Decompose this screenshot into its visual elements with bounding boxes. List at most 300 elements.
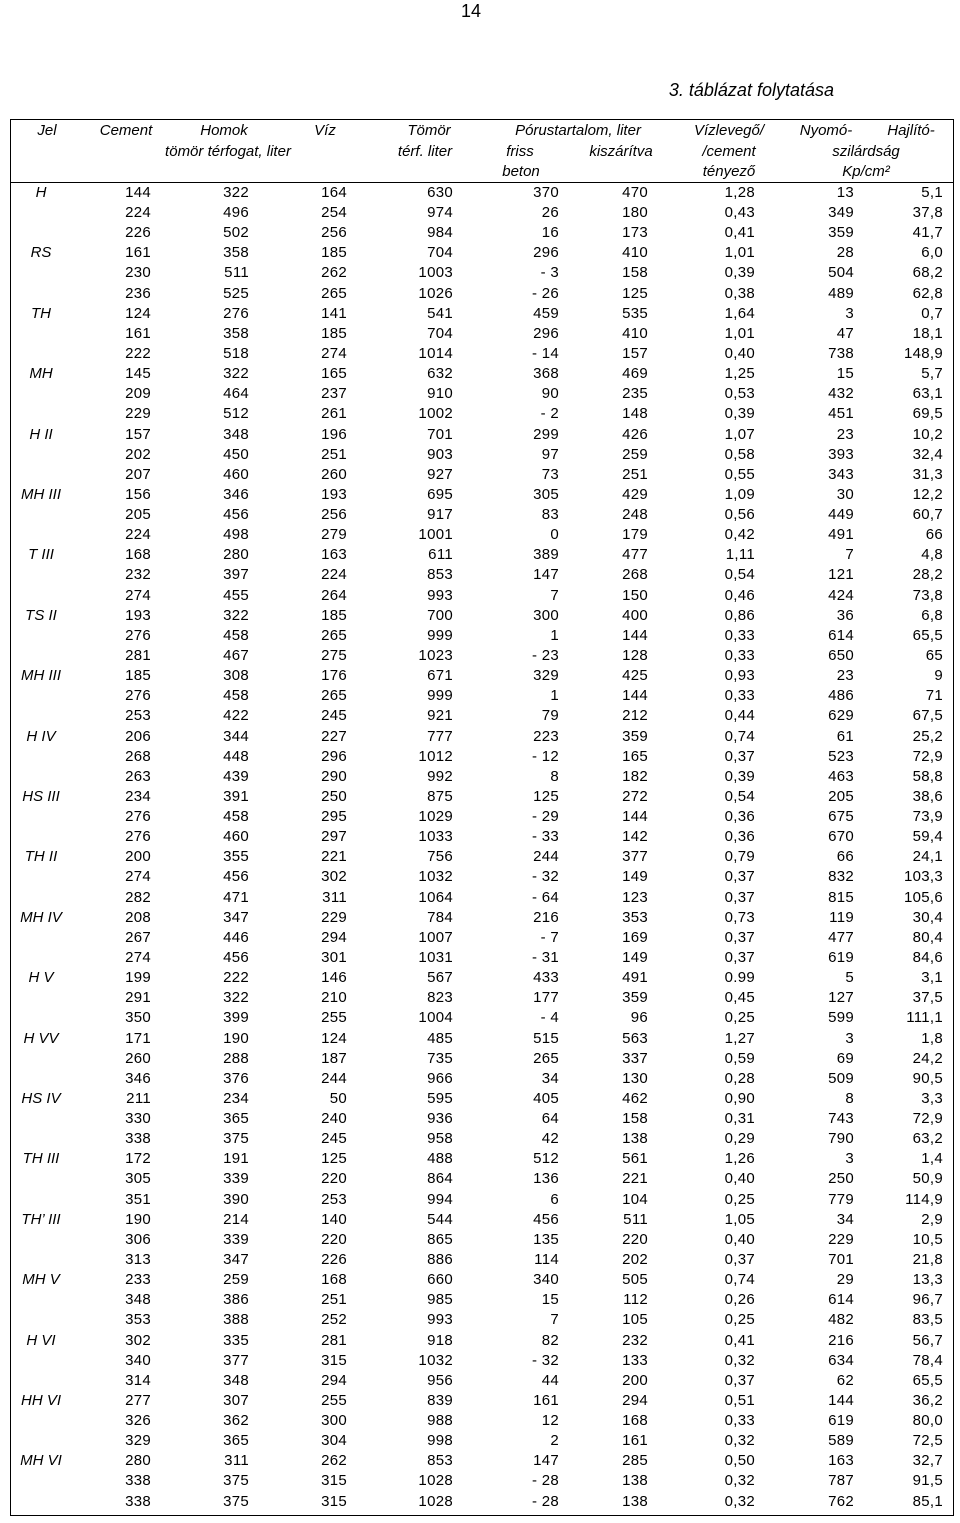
cell-friss: - 7 [540,928,559,946]
cell-friss: 135 [533,1230,559,1248]
cell-friss: 6 [550,1190,559,1208]
cell-hajlito: 28,2 [912,566,943,584]
cell-friss: 459 [533,304,559,322]
cell-vizlevego: 0,38 [724,284,755,302]
cell-tomor: 994 [427,1190,453,1208]
cell-viz: 253 [321,1190,347,1208]
cell-nyomo: 13 [836,184,854,201]
cell-friss: 7 [550,586,559,604]
cell-vizlevego: 1,26 [724,1150,755,1168]
cell-viz: 193 [321,486,347,503]
cell-cement: 224 [125,204,151,222]
cell-homok: 339 [223,1230,249,1248]
cell-tomor: 985 [427,1291,453,1309]
cell-hajlito: 50,9 [912,1170,943,1188]
cell-hajlito: 68,2 [912,264,943,282]
cell-tomor: 784 [427,908,453,926]
cell-viz: 294 [321,928,347,946]
cell-vizlevego: 0,53 [724,385,755,403]
cell-kiszaritva: 377 [622,848,648,866]
cell-friss: - 33 [531,828,559,846]
cell-kiszaritva: 157 [622,344,648,362]
cell-viz: 261 [321,405,347,423]
table-row-group [11,1332,952,1392]
header-tomor-terf: térf. liter [397,143,453,160]
cell-friss: 405 [533,1090,559,1107]
header-szilardsag: szilárdság [832,143,900,160]
cell-hajlito: 96,7 [912,1291,943,1309]
table-row-group [11,1090,952,1150]
table-row-group [11,728,952,788]
cell-hajlito: 62,8 [912,284,943,302]
cell-friss: 368 [533,365,559,383]
cell-homok: 512 [223,405,249,423]
cell-tomor: 695 [427,486,453,503]
cell-tomor: 999 [427,687,453,705]
cell-homok: 347 [223,1250,249,1268]
table-row-group [11,667,952,727]
cell-viz: 226 [321,1250,347,1268]
cell-tomor: 1003 [418,264,453,282]
cell-friss: 340 [533,1271,559,1289]
cell-friss: 136 [533,1170,559,1188]
cell-vizlevego: 0,37 [724,928,755,946]
cell-vizlevego: 0,40 [724,1170,755,1188]
cell-vizlevego: 0,26 [724,1291,755,1309]
cell-vizlevego: 0,25 [724,1009,755,1027]
cell-friss: - 2 [540,405,559,423]
cell-hajlito: 10,5 [912,1230,943,1248]
cell-friss: - 4 [540,1009,559,1027]
cell-viz: 296 [321,747,347,765]
cell-homok: 348 [223,1371,249,1389]
cell-nyomo: 163 [828,1452,854,1470]
cell-viz: 315 [321,1351,347,1369]
cell-viz: 279 [321,526,347,544]
cell-kiszaritva: 248 [622,506,648,524]
cell-homok: 365 [223,1432,249,1450]
cell-hajlito: 65 [925,646,943,664]
cell-vizlevego: 1,28 [724,184,755,201]
header-tomor: Tömör [407,122,451,139]
cell-nyomo: 449 [828,506,854,524]
cell-nyomo: 619 [828,1412,854,1430]
cell-nyomo: 509 [828,1069,854,1087]
cell-vizlevego: 0,32 [724,1351,755,1369]
cell-hajlito: 63,2 [912,1130,943,1148]
cell-homok: 259 [223,1271,249,1289]
cell-hajlito: 0,7 [921,304,943,322]
cell-nyomo: 23 [836,425,854,443]
cell-vizlevego: 0,37 [724,888,755,906]
table-row-group [11,848,952,908]
cell-nyomo: 36 [836,606,854,624]
cell-tomor: 1028 [418,1472,453,1490]
cell-viz: 229 [321,908,347,926]
cell-tomor: 823 [427,989,453,1007]
cell-kiszaritva: 173 [622,224,648,242]
cell-homok: 322 [223,989,249,1007]
cell-kiszaritva: 158 [622,1110,648,1128]
cell-nyomo: 393 [828,445,854,463]
cell-viz: 256 [321,224,347,242]
row-label: MH III [21,667,61,685]
cell-cement: 267 [125,928,151,946]
cell-homok: 450 [223,445,249,463]
cell-vizlevego: 0,44 [724,707,755,725]
cell-kiszaritva: 235 [622,385,648,403]
cell-friss: 433 [533,969,559,987]
cell-cement: 274 [125,586,151,604]
cell-kiszaritva: 161 [622,1432,648,1450]
cell-kiszaritva: 200 [622,1371,648,1389]
cell-friss: 26 [541,204,559,222]
cell-cement: 205 [125,506,151,524]
cell-tomor: 660 [427,1271,453,1289]
cell-homok: 377 [223,1351,249,1369]
cell-homok: 190 [223,1029,249,1047]
cell-cement: 157 [125,425,151,443]
cell-cement: 234 [125,788,151,805]
row-label: H IV [26,727,56,745]
cell-vizlevego: 0,59 [724,1049,755,1067]
cell-homok: 375 [223,1492,249,1510]
cell-cement: 209 [125,385,151,403]
cell-vizlevego: 0,40 [724,344,755,362]
cell-viz: 240 [321,1110,347,1128]
cell-vizlevego: 0,45 [724,989,755,1007]
row-label: MH III [21,486,61,503]
cell-viz: 210 [321,989,347,1007]
cell-tomor: 611 [428,546,453,564]
cell-kiszaritva: 251 [622,465,648,483]
cell-hajlito: 69,5 [912,405,943,423]
cell-hajlito: 3,1 [921,969,943,987]
cell-kiszaritva: 158 [622,264,648,282]
cell-homok: 511 [224,264,249,282]
cell-viz: 265 [321,626,347,644]
cell-vizlevego: 0,41 [724,224,755,242]
cell-homok: 460 [223,465,249,483]
cell-nyomo: 504 [828,264,854,282]
cell-tomor: 1014 [418,344,453,362]
cell-tomor: 1007 [418,928,453,946]
cell-cement: 207 [125,465,151,483]
cell-viz: 251 [321,1291,347,1309]
cell-viz: 164 [321,184,347,201]
cell-cement: 280 [125,1452,151,1470]
cell-cement: 338 [125,1492,151,1510]
cell-viz: 245 [321,707,347,725]
cell-cement: 274 [125,868,151,886]
cell-vizlevego: 1,25 [724,365,755,383]
cell-cement: 193 [125,606,151,624]
cell-viz: 262 [321,1452,347,1470]
cell-viz: 187 [321,1049,347,1067]
cell-cement: 144 [125,184,151,201]
header-jel: Jel [37,122,57,139]
cell-vizlevego: 0,42 [724,526,755,544]
cell-hajlito: 38,6 [912,788,943,805]
cell-friss: 512 [533,1150,559,1168]
cell-nyomo: 670 [828,828,854,846]
cell-kiszaritva: 112 [623,1291,648,1309]
cell-tomor: 541 [427,304,453,322]
cell-friss: 90 [541,385,559,403]
cell-kiszaritva: 96 [630,1009,648,1027]
cell-kiszaritva: 169 [622,928,648,946]
cell-kiszaritva: 410 [622,324,648,342]
cell-vizlevego: 0,31 [724,1110,755,1128]
cell-kiszaritva: 272 [622,788,648,805]
cell-viz: 185 [321,244,347,262]
cell-viz: 140 [321,1210,347,1228]
cell-vizlevego: 0,29 [724,1130,755,1148]
row-label: HS III [22,788,60,805]
cell-hajlito: 56,7 [912,1331,943,1349]
cell-cement: 161 [125,244,151,262]
cell-tomor: 839 [427,1392,453,1409]
cell-viz: 227 [321,727,347,745]
cell-kiszaritva: 142 [622,828,648,846]
cell-tomor: 886 [427,1250,453,1268]
cell-vizlevego: 0,43 [724,204,755,222]
cell-vizlevego: 0,36 [724,828,755,846]
cell-nyomo: 7 [845,546,854,564]
cell-viz: 141 [321,304,347,322]
cell-homok: 375 [223,1130,249,1148]
cell-vizlevego: 1,05 [724,1210,755,1228]
page-number: 14 [461,1,482,21]
cell-tomor: 1029 [418,808,453,826]
cell-nyomo: 62 [836,1371,854,1389]
cell-kiszaritva: 470 [622,184,648,201]
cell-friss: - 3 [540,264,559,282]
cell-vizlevego: 0,55 [724,465,755,483]
cell-hajlito: 21,8 [912,1250,943,1268]
cell-homok: 307 [223,1392,249,1409]
cell-tomor: 1028 [418,1492,453,1510]
cell-cement: 276 [125,687,151,705]
cell-cement: 226 [125,224,151,242]
cell-kiszaritva: 337 [622,1049,648,1067]
cell-kiszaritva: 563 [622,1029,648,1047]
header-porustartalom: Pórustartalom, liter [515,122,641,139]
cell-viz: 185 [321,324,347,342]
cell-vizlevego: 0,79 [724,848,755,866]
row-label: RS [30,244,52,262]
row-label: MH IV [20,908,62,926]
cell-viz: 224 [321,566,347,584]
cell-viz: 245 [321,1130,347,1148]
cell-tomor: 1012 [418,747,453,765]
cell-cement: 305 [125,1170,151,1188]
row-label: MH [29,365,53,383]
cell-cement: 124 [125,304,151,322]
cell-cement: 260 [125,1049,151,1067]
cell-cement: 190 [125,1210,151,1228]
cell-viz: 196 [321,425,347,443]
cell-friss: 389 [533,546,559,564]
cell-cement: 282 [125,888,151,906]
cell-hajlito: 41,7 [912,224,943,242]
cell-nyomo: 589 [828,1432,854,1450]
cell-tomor: 853 [427,566,453,584]
cell-nyomo: 614 [828,626,854,644]
cell-tomor: 1023 [418,646,453,664]
cell-hajlito: 10,2 [912,425,943,443]
cell-tomor: 595 [427,1090,453,1107]
cell-nyomo: 3 [845,304,854,322]
cell-hajlito: 59,4 [912,828,943,846]
cell-kiszaritva: 123 [622,888,648,906]
cell-hajlito: 91,5 [912,1472,943,1490]
cell-friss: - 12 [531,747,559,765]
cell-friss: 8 [550,767,559,785]
cell-hajlito: 6,0 [921,244,943,262]
cell-friss: 1 [550,687,559,705]
cell-nyomo: 61 [836,727,854,745]
cell-hajlito: 60,7 [912,506,943,524]
cell-vizlevego: 1,27 [724,1029,755,1047]
cell-homok: 214 [223,1210,249,1228]
cell-friss: 456 [533,1210,559,1228]
cell-homok: 446 [223,928,249,946]
cell-viz: 237 [321,385,347,403]
cell-nyomo: 432 [828,385,854,403]
cell-kiszaritva: 425 [622,667,648,685]
cell-cement: 229 [125,405,151,423]
cell-kiszaritva: 125 [622,284,648,302]
cell-friss: 216 [533,908,559,926]
table-row-group [11,244,952,304]
cell-tomor: 735 [427,1049,453,1067]
cell-hajlito: 80,4 [912,928,943,946]
row-label: H VV [23,1029,59,1047]
cell-viz: 220 [321,1230,347,1248]
cell-viz: 244 [321,1069,347,1087]
cell-homok: 388 [223,1311,249,1329]
cell-kiszaritva: 168 [622,1412,648,1430]
cell-hajlito: 66 [925,526,943,544]
cell-nyomo: 832 [828,868,854,886]
cell-hajlito: 5,1 [921,184,943,201]
cell-nyomo: 482 [828,1311,854,1329]
cell-viz: 275 [321,646,347,664]
cell-homok: 222 [223,969,249,987]
cell-kiszaritva: 150 [622,586,648,604]
cell-viz: 163 [321,546,347,564]
cell-kiszaritva: 462 [622,1090,648,1107]
table-row-group [11,426,952,486]
cell-cement: 145 [125,365,151,383]
cell-homok: 234 [223,1090,249,1107]
cell-nyomo: 486 [828,687,854,705]
cell-tomor: 993 [427,586,453,604]
cell-tomor: 1004 [418,1009,453,1027]
cell-nyomo: 614 [828,1291,854,1309]
cell-homok: 375 [223,1472,249,1490]
cell-nyomo: 229 [828,1230,854,1248]
cell-tomor: 992 [427,767,453,785]
cell-cement: 348 [125,1291,151,1309]
cell-tomor: 966 [427,1069,453,1087]
cell-cement: 233 [125,1271,151,1289]
cell-vizlevego: 0,25 [724,1311,755,1329]
cell-homok: 348 [223,425,249,443]
cell-tomor: 704 [427,324,453,342]
row-label: TH III [22,1150,60,1168]
cell-cement: 211 [126,1090,151,1107]
cell-cement: 230 [125,264,151,282]
cell-nyomo: 489 [828,284,854,302]
cell-hajlito: 31,3 [912,465,943,483]
cell-cement: 338 [125,1130,151,1148]
cell-tomor: 956 [427,1371,453,1389]
table-row-group [11,1150,952,1210]
cell-homok: 191 [223,1150,249,1168]
cell-friss: 114 [534,1250,559,1268]
cell-viz: 250 [321,788,347,805]
cell-friss: 125 [533,788,559,805]
cell-kiszaritva: 535 [622,304,648,322]
cell-friss: 147 [533,1452,559,1470]
cell-tomor: 903 [427,445,453,463]
cell-tomor: 700 [427,606,453,624]
row-label: HH VI [20,1392,61,1409]
cell-vizlevego: 0,56 [724,506,755,524]
cell-friss: 64 [541,1110,559,1128]
cell-viz: 50 [329,1090,347,1107]
cell-nyomo: 779 [828,1190,854,1208]
cell-viz: 255 [321,1392,347,1409]
cell-viz: 168 [321,1271,347,1289]
cell-homok: 455 [223,586,249,604]
cell-nyomo: 144 [828,1392,854,1409]
cell-tomor: 544 [427,1210,453,1228]
cell-cement: 350 [125,1009,151,1027]
cell-nyomo: 250 [828,1170,854,1188]
cell-vizlevego: 0,37 [724,1250,755,1268]
cell-tomor: 671 [427,667,453,685]
row-label: H V [28,969,54,987]
cell-viz: 125 [321,1150,347,1168]
cell-hajlito: 3,3 [921,1090,943,1107]
cell-viz: 252 [321,1311,347,1329]
cell-nyomo: 738 [828,344,854,362]
cell-homok: 456 [223,506,249,524]
cell-nyomo: 23 [836,667,854,685]
cell-nyomo: 629 [828,707,854,725]
cell-cement: 222 [125,344,151,362]
cell-vizlevego: 1,01 [724,324,755,342]
cell-hajlito: 24,1 [912,848,943,866]
table-row-group [11,305,952,365]
cell-homok: 339 [223,1170,249,1188]
header-tomor-terfogat: tömör térfogat, liter [165,143,291,160]
cell-vizlevego: 0,74 [724,727,755,745]
cell-tomor: 701 [427,425,453,443]
table-header [11,120,952,182]
cell-viz: 255 [321,1009,347,1027]
cell-hajlito: 84,6 [912,948,943,966]
cell-cement: 326 [125,1412,151,1430]
cell-nyomo: 463 [828,767,854,785]
cell-nyomo: 424 [828,586,854,604]
cell-friss: 299 [533,425,559,443]
cell-nyomo: 47 [836,324,854,342]
cell-viz: 265 [321,687,347,705]
